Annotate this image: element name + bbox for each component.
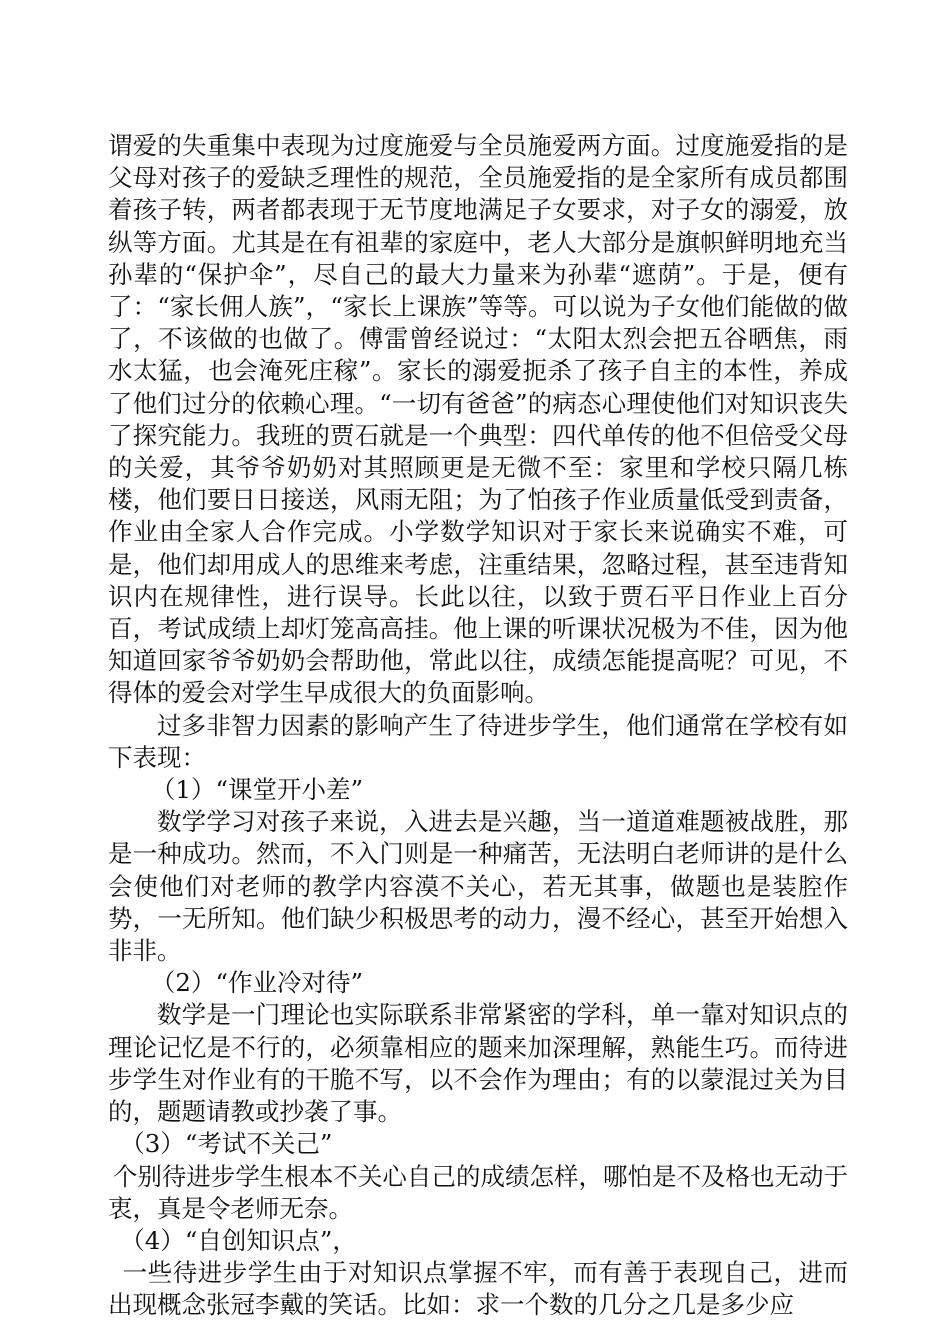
paragraph-non-intellectual-factors: 过多非智力因素的影响产生了待进步学生，他们通常在学校有如下表现： [108, 710, 848, 772]
heading-exam-indifference: （3）“考试不关己” [120, 1129, 333, 1159]
paragraph-homework-neglect: 数学是一门理论也实际联系非常紧密的学科，单一靠对知识点的理论记忆是不行的，必须靠相应的题来加深理解，熟能生巧。而待进步学生对作业有的干脆不写，以不会作为理由；有的以蒙混过关为目的，题题请教或抄袭了事。 [108, 1000, 848, 1127]
paragraph-self-made-knowledge: 一些待进步学生由于对知识点掌握不牢，而有善于表现自己，进而出现概念张冠李戴的笑话。比如：求一个数的几分之几是多少应 [108, 1258, 848, 1320]
paragraph-doting-love: 谓爱的失重集中表现为过度施爱与全员施爱两方面。过度施爱指的是父母对孩子的爱缺乏理性的规范，全员施爱指的是全家所有成员都围着孩子转，两者都表现于无节度地满足子女要求，对子女的溺爱，放纵等方面。尤其是在有祖辈的家庭中，老人大部分是旗帜鲜明地充当孙辈的“保护伞”，尽自己的最大力量来为孙辈“遮荫”。于是，便有了：“家长佣人族”，“家长上课族”等等。可以说为子女他们能做的做了，不该做的也做了。傅雷曾经说过：“太阳太烈会把五谷晒焦，雨水太猛，也会淹死庄稼”。家长的溺爱扼杀了孩子自主的本性，养成了他们过分的依赖心理。“一切有爸爸”的病态心理使他们对知识丧失了探究能力。我班的贾石就是一个典型：四代单传的他不但倍受父母的关爱，其爷爷奶奶对其照顾更是无微不至：家里和学校只隔几栋楼，他们要日日接送，风雨无阻；为了怕孩子作业质量低受到责备，作业由全家人合作完成。小学数学知识对于家长来说确实不难，可是，他们却用成人的思维来考虑，注重结果，忽略过程，甚至违背知识内在规律性，进行误导。长此以往，以致于贾石平日作业上百分百，考试成绩上却灯笼高高挂。他上课的听课状况极为不佳，因为他知道回家爷爷奶奶会帮助他，常此以往，成绩怎能提高呢？可见，不得体的爱会对学生早成很大的负面影响。 [108, 131, 848, 708]
paragraph-exam-indifference: 个别待进步学生根本不关心自己的成绩怎样，哪怕是不及格也无动于衷，真是令老师无奈。 [108, 1161, 848, 1223]
heading-self-made-knowledge: （4）“自创知识点”， [120, 1225, 357, 1255]
heading-classroom-distraction: （1）“课堂开小差” [150, 775, 364, 805]
heading-homework-neglect: （2）“作业冷对待” [150, 968, 364, 998]
document-page [108, 130, 848, 1322]
paragraph-classroom-distraction: 数学学习对孩子来说，入进去是兴趣，当一道道难题被战胜，那是一种成功。然而，不入门则是一种痛苦，无法明白老师讲的是什么会使他们对老师的教学内容漠不关心，若无其事，做题也是装腔作势，一无所知。他们缺少积极思考的动力，漫不经心，甚至开始想入非非。 [108, 807, 848, 966]
